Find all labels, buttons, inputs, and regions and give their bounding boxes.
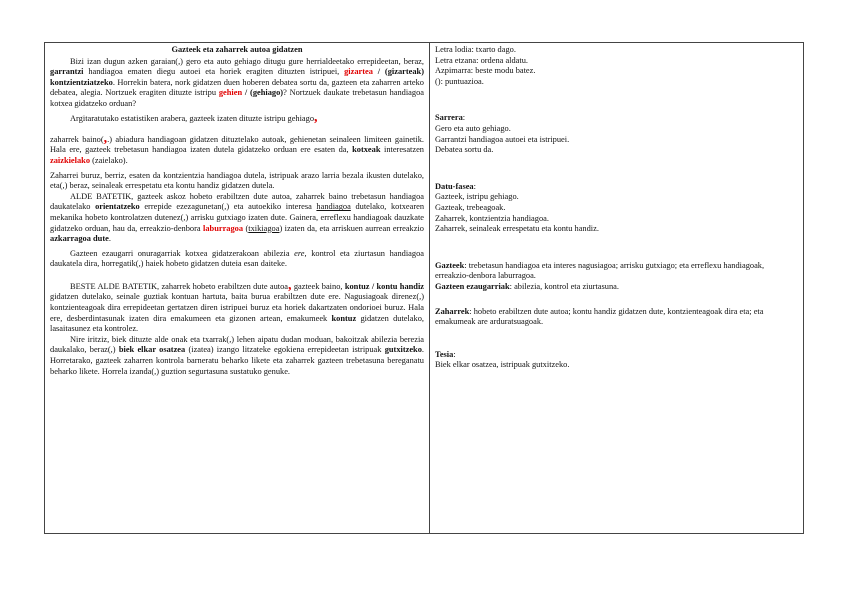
text: ALDE BATETIK, gazteek askoz hobeto erabiltzen dute autoa, zaharrek baino trebetasun handiagoa daukatelako [50,191,424,212]
note-line: Zaharrek, kontzientzia handiagoa. [435,213,549,223]
text: errepide ezezagunetan(,) eta autoekiko interesa [139,202,317,212]
section-heading: Gazteek [435,260,465,270]
section-heading: Sarrera [435,113,463,123]
section-sarrera: Sarrera: Gero eta auto gehiago. Garrantzi handiagoa autoei eta istripuei. Debatea sortu da. [435,113,798,155]
note-line: Zaharrek, seinaleak errespetatu eta kontu handiz. [435,224,599,234]
text: Gazteen ezaugarri onuragarriak kotxea gidatzerakoan abilezia [70,248,295,258]
text: handiagoa ematen diegu autoei eta horiek eragiten dituzten istripuei, [83,67,345,77]
correction: laburragoa [203,223,244,233]
note-line: Gazteak, trebeagoak. [435,202,506,212]
text: gidatzen dutelako, seinale guztiak kontuan hartuta, baita burua erabiltzen dute ere. Nagusiagoak direnez(,) kontzienteagoak dira errepideetan gertatzen diren istripuei buruz eta horiek dakartzaten ondorioei buruz. Hala ere, desberdintasunak izaten dira emakumeen eta gizonen artean, emakumeek [50,292,424,323]
note-line: Debatea sortu da. [435,145,494,155]
section-heading: Zaharrek [435,306,470,316]
section-datu-fasea: Datu-fasea: Gazteek, istripu gehiago. Gazteak, trebeagoak. Zaharrek, kontzientzia handiagoa. Zaharrek, seinaleak errespetatu eta kontu handiz. [435,182,798,235]
legend-line: Letra lodia: txarto dago. [435,45,516,54]
bold-text: gutxitzeko [384,345,422,355]
bold-text: kontuz / kontu handiz [344,281,424,291]
text: , kontrol eta ziurtasun handiagoa daukatela dira, horregatik(,) haiek hobeto gidatzen duteia esan daiteke. [50,248,424,269]
text: .) abiadura handiagoan gidatzen dituztelako autoak, gehienetan seinaleen limiteen gainetik. Hala ere, gazteek trebetasun handiagoa izaten dutela gidatzeko orduan ere esaten da, [50,134,424,155]
text: BESTE ALDE BATETIK, zaharrek hobeto erabiltzen dute autoa [70,281,289,291]
section-gazteek [435,261,798,293]
correction: , [288,277,292,293]
text: zaharrek baino( [50,134,104,144]
bold-text: kontuz [331,313,357,323]
text: Argitaratutako estatistiken arabera, gazteek izaten dituzte istripu gehiago [70,113,315,123]
section-tesia: Tesia: Biek elkar osatzea, istripuak gutxitzeko. [435,350,798,371]
text: ( [243,223,249,233]
section-heading: Datu-fasea [435,181,474,191]
note-text: : abilezia, kontrol eta ziurtasuna. [509,281,619,291]
correction: zaizkielako [50,155,91,165]
legend [435,45,798,87]
text: gidatzen dutelako, lasaitasunez eta kontrolez. [50,313,424,334]
text: ? Nortzuek daukate trebetasun handiagoa kotxea gidatzeko orduan? [50,88,424,108]
paragraph-features [50,249,424,270]
bold-text: (gizarteak) kontzientziatzeko [50,67,424,87]
note-text: : hobeto erabiltzen dute autoa; kontu handiz gidatzen dute, kontzienteagoak dira eta; eta emakumeak are arduratsuagoak. [435,306,764,327]
bold-text: (gehiago) [250,88,284,98]
paragraph-conclusion [50,335,424,377]
text: dutelako, kotxearen mekanika hobeto kontrolatzen dutenez(,) arrisku gutxiago izaten dute. Gainera, erreflexu handiagoak dauzkate gidatzeko orduan, hau da, erreakzio-denbora [50,202,425,233]
text: (izatea) izango litzateke egokiena errepideetan istripuak [185,345,385,355]
correction: , [314,109,318,125]
text: interesatzen [380,145,424,155]
section-heading: Gazteen ezaugarriak [435,281,510,291]
bold-text: biek elkar osatzea [118,345,186,355]
correction: , [103,130,108,146]
text: . [108,234,111,244]
note-line: Gazteek, istripu gehiago. [435,192,519,202]
notes-column [430,43,803,533]
correction: gehien [218,88,243,98]
note-line: Garrantzi handiagoa autoei eta istripuei. [435,134,570,144]
note-line: Gero eta auto gehiago. [435,123,511,133]
underlined-text: txikiagoa [248,223,280,233]
text: ) izaten da, eta arriskuen aurrean erreakzio [279,223,424,233]
essay-title: Gazteek eta zaharrek autoa gidatzen [171,45,303,54]
section-heading: Tesia [435,349,454,359]
legend-line: (): puntuazioa. [435,76,484,86]
essay-column [45,43,430,533]
paragraph-statistics [50,109,424,167]
paragraph-other-side [50,277,424,335]
text: Bizi izan dugun azken garaian(,) gero eta auto gehiago ditugu gure herrialdeetako errepideetan, beraz, [70,56,424,66]
legend-line: Letra etzana: ordena aldatu. [435,55,529,65]
bold-text: orientatzeko [95,202,140,212]
text: (zaielako). [90,155,128,165]
section-zaharrek [435,307,798,328]
legend-line: Azpimarra: beste modu batez. [435,66,536,76]
paragraph-one-side [50,192,424,245]
bold-text: garrantzi [50,67,84,77]
underlined-text: handiagoa [316,202,351,212]
paragraph-elders: Zaharrei buruz, berriz, esaten da kontzientzia handiagoa dutela, istripuak arazo larria bezala ikusten dutelako, eta(,) beraz, seinaleak errespetatu eta kontu handiz gidatzen dutela. [50,170,424,191]
bold-text: / [242,88,251,98]
text: . Horrekin batera, nork gidatzen duen hoberen debatea sortu da, gazteen eta zaharren arteko debatea, alegia. Nortzuek eragiten dituzte istripu [50,77,424,98]
note-text: : trebetasun handiagoa eta interes nagusiagoa; arrisku gutxiago; eta erreflexu handiagoak, erreakzio-denbora laburragoa. [435,260,765,281]
correction: gizartea [344,67,373,77]
paragraph-intro [50,57,424,110]
document-table [44,42,804,534]
bold-text: / [372,67,385,77]
bold-text: azkarragoa dute [50,234,109,244]
bold-text: kotxeak [352,145,381,155]
text: gazteek baino, [291,281,345,291]
italic-text: ere [294,248,305,258]
text: . Horretarako, gazteek zaharren kontrola barneratu beharko likete eta zaharrek gazteen trebetasuna bereganatu beharko likete. Horrela izanda(,) guztion segurtasuna sustatuko genuke. [50,345,424,376]
text: Nire iritziz, biek dituzte alde onak eta txarrak(,) lehen aipatu dudan moduan, bakoitzak abilezia berezia daukalako, beraz(,) [50,334,424,355]
note-line: Biek elkar osatzea, istripuak gutxitzeko. [435,360,570,370]
